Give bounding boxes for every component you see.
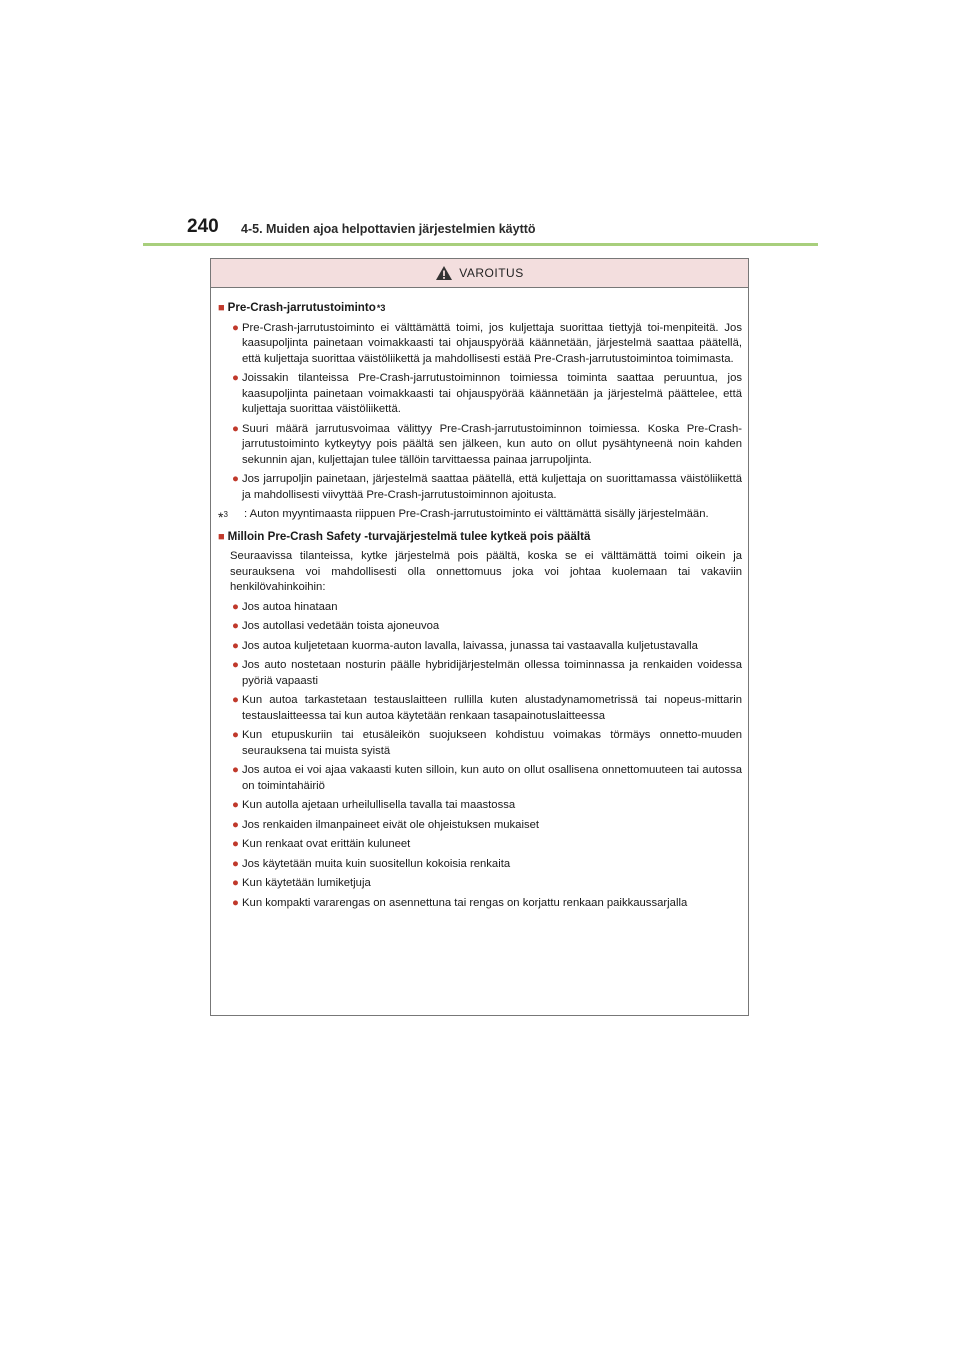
- list-item: [218, 728, 742, 759]
- list-item: [218, 857, 742, 873]
- list-item-text: Jos autollasi vedetään toista ajoneuvoa: [242, 620, 440, 632]
- list-item-text: Jos autoa hinataan: [242, 600, 338, 613]
- square-bullet-icon: ■: [218, 302, 225, 314]
- list-item: [218, 600, 742, 616]
- list-item: [218, 321, 742, 368]
- section-heading-disable: [218, 529, 742, 546]
- list-item: [218, 763, 742, 794]
- list-item-text: Jos jarrupoljin painetaan, järjestelmä saattaa päätellä, että kuljettaja on suorittamassa väistöliikettä ja mahdollisesti viivyttää Pre-Crash-jarrutustoiminnon ajoitusta.: [242, 473, 742, 501]
- list-item-text: Kun autoa tarkastetaan testauslaitteen rullilla kuten alustadynamometrissä tai nopeus-mittarin testauslaitteessa tai kun autoa käytetään renkaan tasapainotuslaitteessa: [242, 694, 742, 722]
- condition-list: [218, 600, 742, 912]
- bullet-icon: ●: [232, 896, 239, 909]
- bullet-icon: ●: [232, 473, 239, 485]
- page-number: 240: [187, 216, 219, 237]
- section-heading-text: Milloin Pre-Crash Safety -turvajärjestelmä tulee kytkeä pois päältä: [227, 529, 591, 543]
- warning-triangle-icon: [435, 265, 453, 281]
- list-item-text: Jos auto nostetaan nosturin päälle hybridijärjestelmän ollessa toiminnassa ja renkaiden voidessa pyöriä vapaasti: [242, 659, 742, 687]
- list-item: [218, 798, 742, 814]
- warning-box: [210, 258, 749, 1016]
- list-item: [218, 693, 742, 724]
- list-item: [218, 371, 742, 418]
- list-item-text: Kun autolla ajetaan urheilullisella tavalla tai maastossa: [242, 799, 516, 811]
- warning-header: [211, 259, 748, 288]
- list-item-text: Pre-Crash-jarrutustoiminto ei välttämättä toimi, jos kuljettaja suorittaa tiettyjä toi-menpiteitä. Jos kaasupoljinta painetaan voimakkaasti tai ohjauspyörää käännetään, järjestelmä saattaa päätellä, että kuljettaja suorittaa väistöliikettä ja mahdollisesti estää Pre-Crash-jarrutustoimintoa toimimasta.: [242, 321, 742, 365]
- bullet-icon: ●: [232, 321, 239, 334]
- bullet-icon: ●: [232, 729, 239, 741]
- bullet-icon: ●: [232, 838, 239, 850]
- bullet-icon: ●: [232, 639, 239, 652]
- list-item-text: Kun kompakti vararengas on asennettuna tai rengas on korjattu renkaan paikkaussarjalla: [242, 896, 688, 909]
- warning-body: [211, 288, 748, 911]
- bullet-icon: ●: [232, 764, 239, 776]
- list-item: [218, 876, 742, 892]
- bullet-icon: ●: [232, 659, 239, 671]
- section-title: 4-5. Muiden ajoa helpottavien järjestelmien käyttö: [241, 222, 536, 236]
- list-item: [218, 472, 742, 503]
- bullet-icon: ●: [232, 877, 239, 889]
- list-item: [218, 639, 742, 655]
- list-item: [218, 837, 742, 853]
- bullet-icon: ●: [232, 620, 239, 632]
- bullet-icon: ●: [232, 818, 239, 831]
- list-item: [218, 619, 742, 635]
- section-heading-pre-crash: [218, 300, 742, 317]
- footnote-text: : Auton myyntimaasta riippuen Pre-Crash-jarrutustoiminto ei välttämättä sisälly järjestelmään.: [244, 508, 709, 520]
- list-item-text: Jos renkaiden ilmanpaineet eivät ole ohjeistuksen mukaiset: [242, 818, 540, 831]
- section-heading-sup: *3: [376, 303, 386, 313]
- bullet-icon: ●: [232, 600, 239, 613]
- section-heading-text: Pre-Crash-jarrutustoiminto: [227, 301, 376, 314]
- list-item: [218, 896, 742, 912]
- list-item-text: Joissakin tilanteissa Pre-Crash-jarrutustoiminnon toimiessa toiminta saattaa peruuntua, jos kaasupoljinta painetaan voimakkaasti tai ohjauspyörää käännetään ja järjestelmä päättelee, että kuljettaja suorittaa väistöliikettä.: [242, 372, 742, 415]
- footnote: [218, 507, 742, 523]
- warning-label: VAROITUS: [459, 266, 524, 280]
- list-item: [218, 818, 742, 834]
- list-item-text: Kun renkaat ovat erittäin kuluneet: [242, 838, 411, 850]
- list-item-text: Suuri määrä jarrutusvoimaa välittyy Pre-Crash-jarrutustoiminnon toimiessa. Koska Pre-Crash-jarrutustoiminto kytkeytyy pois päältä sen jälkeen, kun auto on ollut pysähtyneenä noin kahden sekunnin ajan, kuljettajan tulee tällöin tarvittaessa painaa jarrupoljinta.: [242, 422, 742, 466]
- header-divider: [143, 243, 818, 246]
- list-item-text: Kun käytetään lumiketjuja: [242, 877, 371, 889]
- list-item-text: Kun etupuskuriin tai etusäleikön suojukseen kohdistuu voimakas törmäys onnetto-muuden seurauksena tai muista syistä: [242, 729, 742, 757]
- section-intro: Seuraavissa tilanteissa, kytke järjestelmä pois päältä, koska se ei välttämättä toimi oikein ja seurauksena voi mahdollisesti olla onnettomuus joka voi johtaa kuolemaan tai vakaviin henkilövahinkoihin:: [230, 550, 742, 593]
- list-item-text: Jos autoa kuljetetaan kuorma-auton lavalla, laivassa, junassa tai vastaavalla kuljetustavalla: [242, 639, 698, 652]
- footnote-mark: *$^3$: [218, 508, 228, 525]
- list-item-text: Jos käytetään muita kuin suositellun kokoisia renkaita: [242, 857, 511, 870]
- list-item-text: Jos autoa ei voi ajaa vakaasti kuten silloin, kun auto on ollut osallisena onnettomuuteen tai autossa on toimintahäiriö: [242, 764, 742, 792]
- bullet-icon: ●: [232, 372, 239, 384]
- bullet-icon: ●: [232, 857, 239, 870]
- bullet-icon: ●: [232, 799, 239, 811]
- list-item: [218, 422, 742, 469]
- bullet-icon: ●: [232, 422, 239, 435]
- square-bullet-icon: ■: [218, 530, 225, 543]
- bullet-icon: ●: [232, 694, 239, 706]
- list-item: [218, 658, 742, 689]
